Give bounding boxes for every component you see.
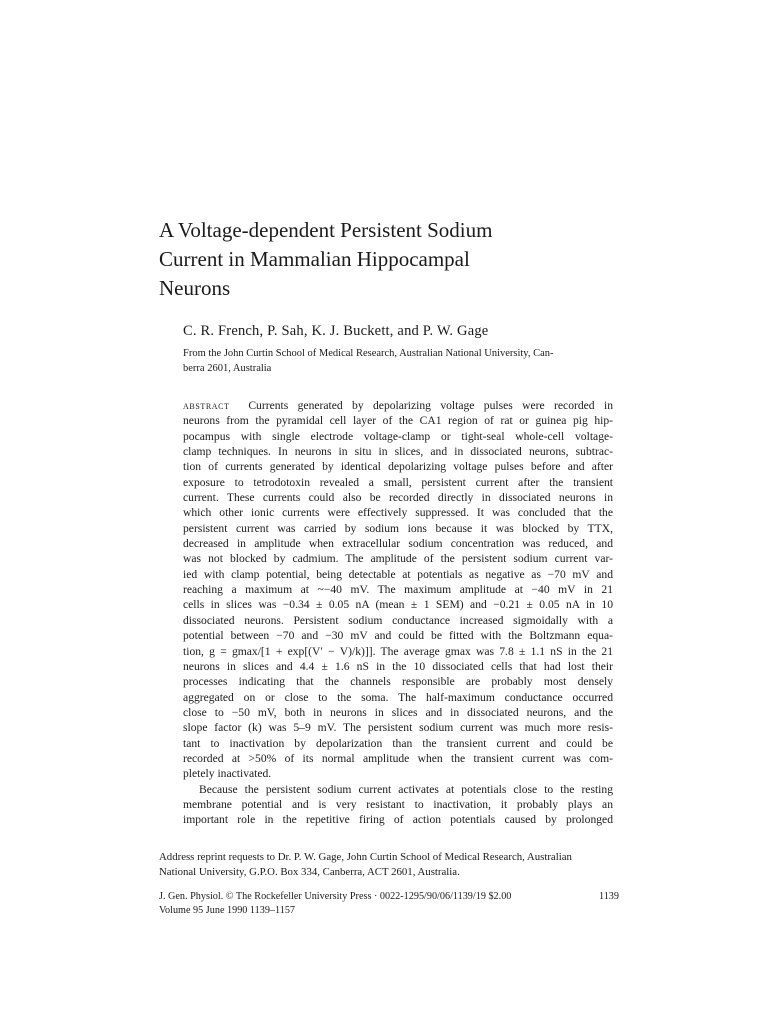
abstract-line: potential between −70 and −30 mV and could be fitted with the Boltzmann equa- bbox=[183, 629, 613, 643]
title-line: A Voltage-dependent Persistent Sodium bbox=[159, 218, 493, 242]
abstract-text: Currents generated by depolarizing voltage pulses were recorded in bbox=[248, 399, 613, 412]
abstract-line: important role in the repetitive firing of action potentials caused by prolonged bbox=[183, 813, 613, 827]
author-list: C. R. French, P. Sah, K. J. Buckett, and P. W. Gage bbox=[183, 323, 489, 339]
page-number: 1139 bbox=[599, 891, 619, 902]
journal-row bbox=[159, 904, 619, 918]
abstract-line: which other ionic currents were effectively suppressed. It was concluded that the bbox=[183, 506, 613, 520]
abstract-line: close to −50 mV, both in neurons in slices and in dissociated neurons, and the bbox=[183, 705, 613, 719]
reprint-note bbox=[159, 850, 619, 880]
abstract-line: decreased in amplitude when extracellular sodium concentration was reduced, and bbox=[183, 537, 613, 551]
abstract-line: persistent current was carried by sodium ions because it was blocked by TTX, bbox=[183, 521, 613, 535]
abstract-line: Because the persistent sodium current activates at potentials close to the resting bbox=[199, 782, 613, 796]
abstract bbox=[183, 398, 613, 828]
abstract-line: exposure to tetrodotoxin revealed a small, persistent current after the transient bbox=[183, 475, 613, 489]
abstract-line: tion, g = gmax/[1 + exp[(V′ − V)/k)]]. The average gmax was 7.8 ± 1.1 nS in the 21 bbox=[183, 644, 613, 658]
abstract-line bbox=[183, 398, 613, 413]
abstract-line: pocampus with single electrode voltage-clamp or tight-seal whole-cell voltage- bbox=[183, 429, 613, 443]
abstract-line: ied with clamp potential, being detectable at potentials as negative as −70 mV and bbox=[183, 567, 613, 581]
reprint-line: Address reprint requests to Dr. P. W. Gage, John Curtin School of Medical Research, Australian bbox=[159, 851, 572, 863]
abstract-line: dissociated neurons. Persistent sodium conductance increased sigmoidally with a bbox=[183, 613, 613, 627]
journal-footer bbox=[159, 890, 619, 918]
abstract-line: aggregated on or close to the soma. The half-maximum conductance occurred bbox=[183, 690, 613, 704]
abstract-line: membrane potential and is very resistant to inactivation, it probably plays an bbox=[183, 797, 613, 811]
title-line: Neurons bbox=[159, 276, 231, 300]
abstract-line: tion of currents generated by identical depolarizing voltage pulses before and after bbox=[183, 460, 613, 474]
journal-citation: J. Gen. Physiol. © The Rockefeller University Press · 0022-1295/90/06/1139/19 $2.00 bbox=[159, 891, 512, 902]
abstract-line: processes indicating that the channels responsible are probably most densely bbox=[183, 675, 613, 689]
article-title bbox=[159, 216, 599, 303]
abstract-line: current. These currents could also be recorded directly in dissociated neurons in bbox=[183, 491, 613, 505]
title-line: Current in Mammalian Hippocampal bbox=[159, 247, 470, 271]
abstract-line: cells in slices was −0.34 ± 0.05 nA (mean ± 1 SEM) and −0.21 ± 0.05 nA in 10 bbox=[183, 598, 613, 612]
abstract-line: was not blocked by cadmium. The amplitude of the persistent sodium current var- bbox=[183, 552, 613, 566]
affiliation-line: berra 2601, Australia bbox=[183, 363, 272, 374]
abstract-label: abstract bbox=[183, 400, 230, 412]
affiliation bbox=[183, 346, 613, 376]
abstract-line: recorded at >50% of its normal amplitude when the transient current was com- bbox=[183, 751, 613, 765]
abstract-line: pletely inactivated. bbox=[183, 767, 272, 781]
journal-row bbox=[159, 890, 619, 904]
affiliation-line: From the John Curtin School of Medical Research, Australian National University, Can- bbox=[183, 348, 554, 359]
abstract-line: slope factor (k) was 5–9 mV. The persistent sodium current was much more resis- bbox=[183, 721, 613, 735]
abstract-line: neurons from the pyramidal cell layer of the CA1 region of rat or guinea pig hip- bbox=[183, 414, 613, 428]
abstract-line: clamp techniques. In neurons in situ in slices, and in dissociated neurons, subtrac- bbox=[183, 445, 613, 459]
abstract-line: neurons in slices and 4.4 ± 1.6 nS in the 10 dissociated cells that had lost their bbox=[183, 659, 613, 673]
reprint-line: National University, G.P.O. Box 334, Canberra, ACT 2601, Australia. bbox=[159, 866, 460, 878]
abstract-line: tant to inactivation by depolarization than the transient current and could be bbox=[183, 736, 613, 750]
journal-volume: Volume 95 June 1990 1139–1157 bbox=[159, 905, 296, 916]
abstract-line: reaching a maximum at ~−40 mV. The maximum amplitude at −40 mV in 21 bbox=[183, 583, 613, 597]
